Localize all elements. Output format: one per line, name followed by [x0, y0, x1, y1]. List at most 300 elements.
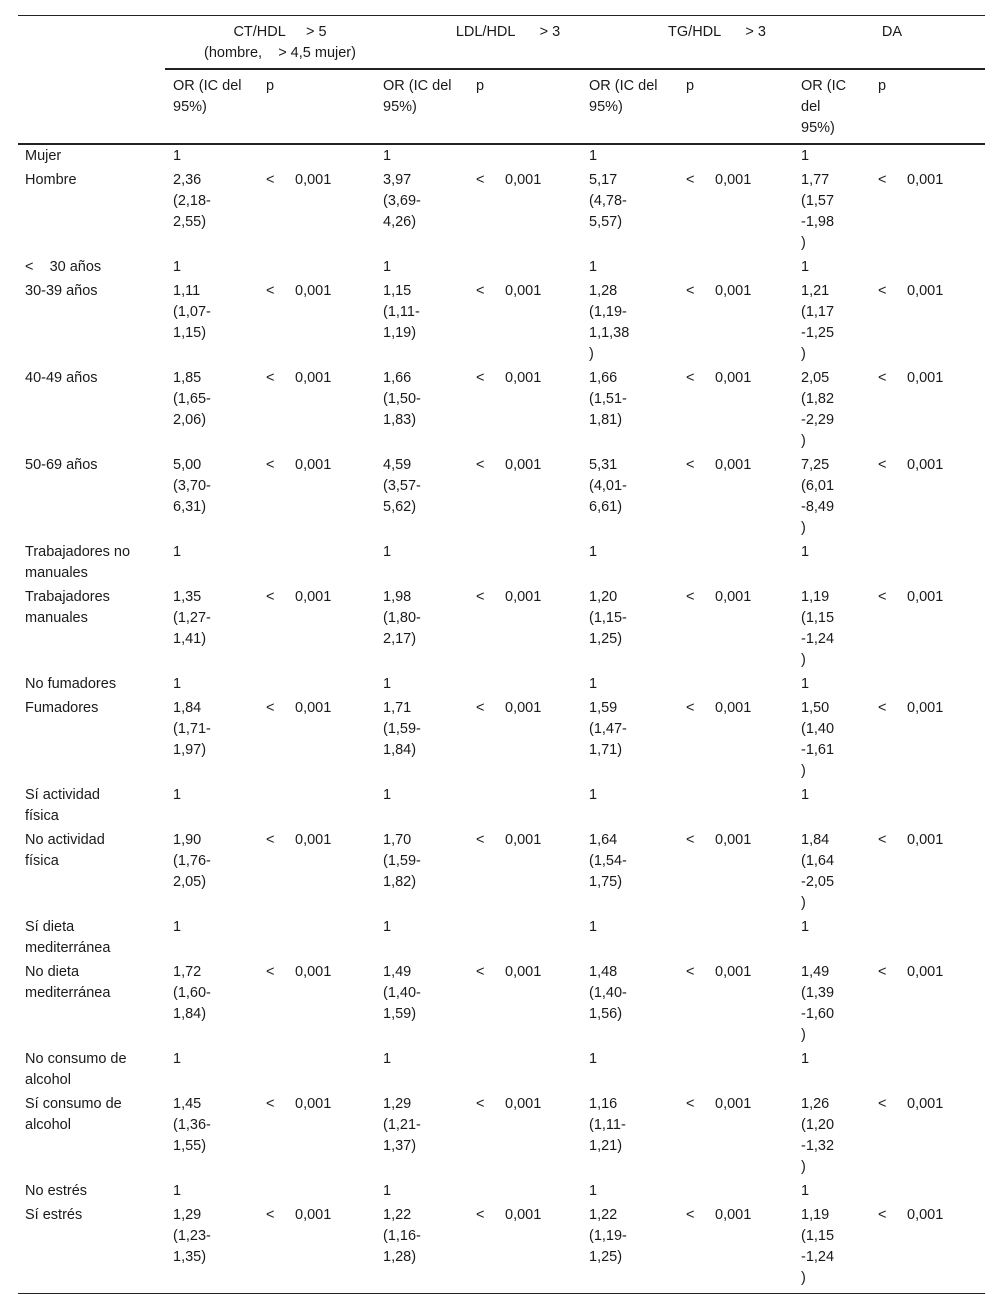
or-ci-cell: 1,16 (1,11-1,21) — [589, 1096, 626, 1154]
or-ci-cell: 2,36 (2,18-2,55) — [173, 172, 211, 230]
p-value — [476, 587, 541, 608]
p-value — [878, 1094, 943, 1115]
group-header-row — [18, 16, 985, 70]
p-value — [878, 1205, 943, 1226]
p-value — [686, 170, 751, 191]
p-value-number: 0,001 — [295, 1207, 332, 1223]
less-than-sign: < — [266, 457, 275, 473]
p-value-cell — [262, 541, 375, 586]
p-value-cell — [472, 1180, 581, 1204]
p-value-cell — [262, 144, 375, 169]
p-value — [878, 368, 943, 389]
p-value-cell — [472, 256, 581, 280]
p-value — [476, 455, 541, 476]
group-ct-hdl-line1a: CT/HDL — [233, 24, 286, 40]
p-value-cell — [472, 916, 581, 961]
or-ci-cell: 1,11 (1,07-1,15) — [173, 283, 211, 341]
subheader-or: OR (IC del 95%) — [581, 69, 682, 144]
table-row — [18, 1180, 985, 1204]
group-header-ct-hdl — [165, 16, 375, 70]
p-value-number: 0,001 — [715, 832, 752, 848]
group-da-line1a: DA — [881, 24, 903, 40]
less-than-sign: < — [878, 589, 887, 605]
less-than-sign: < — [686, 832, 695, 848]
row-label: Sí actividad física — [25, 787, 104, 824]
p-value-number: 0,001 — [907, 589, 944, 605]
or-ci-cell: 1 — [173, 1051, 182, 1067]
p-value-number: 0,001 — [295, 370, 332, 386]
table-row — [18, 144, 985, 169]
or-ci-cell: 1,45 (1,36-1,55) — [173, 1096, 211, 1154]
or-ci-cell: 1 — [589, 919, 598, 935]
p-value — [476, 698, 541, 719]
p-value-cell — [472, 1048, 581, 1093]
p-value-cell — [472, 1093, 581, 1180]
less-than-sign: < — [878, 1207, 887, 1223]
less-than-sign: < — [878, 700, 887, 716]
row-label: Fumadores — [25, 700, 99, 716]
p-value-cell — [682, 1093, 793, 1180]
row-label: 40-49 años — [25, 370, 98, 386]
or-ci-cell: 1,59 (1,47-1,71) — [589, 700, 627, 758]
p-value — [686, 1205, 751, 1226]
row-label: Hombre — [25, 172, 77, 188]
less-than-sign: < — [686, 700, 695, 716]
p-value-number: 0,001 — [907, 1096, 944, 1112]
p-value-cell — [262, 1180, 375, 1204]
p-value-cell — [472, 697, 581, 784]
less-than-sign: < — [476, 283, 485, 299]
less-than-sign: < — [266, 370, 275, 386]
less-than-sign: < — [476, 370, 485, 386]
p-value-number: 0,001 — [907, 370, 944, 386]
p-value-cell — [874, 961, 985, 1048]
table-row — [18, 961, 985, 1048]
p-value-cell — [682, 367, 793, 454]
p-value-number: 0,001 — [715, 283, 752, 299]
p-value-cell — [874, 829, 985, 916]
p-value-number: 0,001 — [715, 964, 752, 980]
or-ci-cell: 1 — [173, 676, 182, 692]
less-than-sign: < — [266, 1207, 275, 1223]
or-ci-cell: 1,22 (1,19-1,25) — [581, 1204, 682, 1294]
p-value — [878, 962, 943, 983]
p-value-cell — [262, 673, 375, 697]
or-ci-cell: 1,72 (1,60-1,84) — [173, 964, 211, 1022]
p-value-cell — [682, 1048, 793, 1093]
or-ci-cell: 1 — [589, 787, 598, 803]
less-than-sign: < — [266, 589, 275, 605]
table-row — [18, 454, 985, 541]
less-than-sign: < — [878, 457, 887, 473]
p-value-cell — [472, 586, 581, 673]
less-than-sign: < — [476, 1096, 485, 1112]
less-than-sign: < — [878, 172, 887, 188]
or-ci-cell: 1 — [589, 1051, 598, 1067]
less-than-sign: < — [476, 964, 485, 980]
less-than-sign: < — [686, 589, 695, 605]
or-ci-cell: 1,21 (1,17-1,25) — [801, 283, 835, 362]
or-ci-cell: 1 — [801, 787, 810, 803]
or-ci-cell: 1,15 (1,11-1,19) — [383, 283, 420, 341]
less-than-sign: < — [686, 1207, 695, 1223]
subheader-or: OR (IC del 95%) — [165, 69, 262, 144]
or-ci-cell: 1,49 (1,40-1,59) — [383, 964, 421, 1022]
p-value — [476, 1094, 541, 1115]
p-value-cell — [874, 144, 985, 169]
p-value — [266, 1094, 331, 1115]
group-tg-hdl-line1b: > 3 — [745, 24, 766, 40]
or-ci-cell: 1 — [173, 919, 182, 935]
row-label: 50-69 años — [25, 457, 98, 473]
less-than-sign: < — [476, 172, 485, 188]
table-row — [18, 784, 985, 829]
p-value — [476, 281, 541, 302]
or-ci-cell: 1 — [589, 148, 598, 164]
table-row — [18, 367, 985, 454]
subheader-p: p — [682, 69, 793, 144]
p-value-cell — [682, 454, 793, 541]
row-label: No fumadores — [25, 676, 117, 692]
or-ci-cell: 1 — [589, 1183, 598, 1199]
subheader-or: OR (IC del 95%) — [793, 69, 874, 144]
p-value-cell — [682, 697, 793, 784]
less-than-sign: < — [686, 283, 695, 299]
p-value-number: 0,001 — [505, 700, 542, 716]
p-value-number: 0,001 — [715, 1096, 752, 1112]
or-ci-cell: 1 — [801, 1183, 810, 1199]
p-value-cell — [262, 961, 375, 1048]
p-value-cell — [472, 169, 581, 256]
p-value-cell — [682, 144, 793, 169]
or-ci-cell: 1 — [383, 787, 392, 803]
p-value-number: 0,001 — [715, 172, 752, 188]
table-row — [18, 256, 985, 280]
p-value-number: 0,001 — [505, 1207, 542, 1223]
subheader-or: OR (IC del 95%) — [375, 69, 472, 144]
p-value-number: 0,001 — [907, 283, 944, 299]
group-ldl-hdl-line1b: > 3 — [539, 24, 561, 40]
or-ci-cell: 1,48 (1,40-1,56) — [589, 964, 627, 1022]
table-row — [18, 169, 985, 256]
p-value-cell — [262, 1048, 375, 1093]
p-value-cell — [874, 784, 985, 829]
p-value — [878, 587, 943, 608]
less-than-sign: < — [476, 1207, 485, 1223]
p-value — [476, 962, 541, 983]
row-label: Sí estrés — [18, 1204, 165, 1294]
p-value-number: 0,001 — [505, 172, 542, 188]
or-ci-cell: 1 — [801, 919, 810, 935]
or-ci-cell: 1,64 (1,54-1,75) — [589, 832, 627, 890]
subheader-p: p — [262, 69, 375, 144]
or-ci-cell: 1,26 (1,20-1,32) — [801, 1096, 835, 1175]
p-value-cell — [682, 256, 793, 280]
p-value — [266, 830, 331, 851]
less-than-sign: < — [686, 1096, 695, 1112]
or-ci-cell: 5,17 (4,78-5,57) — [589, 172, 627, 230]
p-value-number: 0,001 — [907, 700, 944, 716]
or-ci-cell: 1 — [801, 148, 810, 164]
p-value-number: 0,001 — [715, 457, 752, 473]
p-value-cell — [682, 673, 793, 697]
subheader-p: p — [874, 69, 985, 144]
less-than-sign: < — [476, 832, 485, 848]
p-value-cell — [472, 367, 581, 454]
p-value-number: 0,001 — [907, 457, 944, 473]
or-ci-cell: 1 — [801, 1051, 810, 1067]
less-than-sign: < — [476, 457, 485, 473]
p-value-cell — [682, 916, 793, 961]
p-value-cell — [472, 961, 581, 1048]
p-value — [878, 455, 943, 476]
p-value-cell — [874, 586, 985, 673]
p-value-number: 0,001 — [295, 589, 332, 605]
p-value — [266, 281, 331, 302]
table-row — [18, 1093, 985, 1180]
table-row — [18, 916, 985, 961]
p-value-cell — [262, 697, 375, 784]
p-value — [878, 830, 943, 851]
row-label: No estrés — [25, 1183, 88, 1199]
p-value-cell — [874, 1093, 985, 1180]
subheader-empty-cell — [18, 69, 165, 144]
p-value-cell — [262, 280, 375, 367]
p-value-cell — [472, 280, 581, 367]
p-value — [686, 587, 751, 608]
p-value-cell — [682, 1204, 793, 1294]
subheader-row — [18, 69, 985, 144]
or-ci-cell: 1 — [173, 544, 182, 560]
group-ct-hdl-line2b: > 4,5 mujer) — [278, 45, 356, 61]
p-value-number: 0,001 — [715, 700, 752, 716]
group-ct-hdl-line2a: (hombre, — [204, 45, 263, 61]
or-ci-cell: 1,22 (1,16-1,28) — [375, 1204, 472, 1294]
p-value-number: 0,001 — [295, 1096, 332, 1112]
or-ci-cell: 1,98 (1,80-2,17) — [383, 589, 421, 647]
less-than-sign: < — [266, 832, 275, 848]
p-value — [686, 698, 751, 719]
or-ci-cell: 1,71 (1,59-1,84) — [383, 700, 421, 758]
table-row — [18, 829, 985, 916]
less-than-sign: < — [266, 700, 275, 716]
row-label: Trabajadores no manuales — [25, 544, 135, 581]
p-value-number: 0,001 — [505, 1096, 542, 1112]
p-value — [266, 587, 331, 608]
less-than-sign: < — [686, 172, 695, 188]
p-value-cell — [682, 784, 793, 829]
p-value-cell — [874, 256, 985, 280]
p-value — [476, 368, 541, 389]
p-value-number: 0,001 — [505, 457, 542, 473]
row-label: No consumo de alcohol — [25, 1051, 131, 1088]
or-ci-cell: 1 — [801, 259, 810, 275]
or-ci-cell: 1,77 (1,57-1,98) — [801, 172, 835, 251]
p-value-cell — [874, 916, 985, 961]
less-than-sign: < — [686, 964, 695, 980]
p-value — [686, 368, 751, 389]
p-value — [266, 170, 331, 191]
p-value-cell — [262, 829, 375, 916]
less-than-sign: < — [878, 283, 887, 299]
less-than-sign: < — [266, 283, 275, 299]
subheader-p: p — [472, 69, 581, 144]
group-header-da — [793, 16, 985, 70]
p-value — [476, 1205, 541, 1226]
p-value-number: 0,001 — [295, 964, 332, 980]
p-value-number: 0,001 — [715, 370, 752, 386]
or-ci-cell: 1,20 (1,15-1,25) — [589, 589, 627, 647]
p-value — [476, 170, 541, 191]
table-row — [18, 697, 985, 784]
or-ci-cell: 1 — [589, 676, 598, 692]
p-value — [686, 830, 751, 851]
less-than-sign: < — [686, 370, 695, 386]
p-value-cell — [874, 697, 985, 784]
p-value-cell — [682, 541, 793, 586]
or-ci-cell: 1,19 (1,15-1,24) — [801, 589, 835, 668]
or-ci-cell: 1,84 (1,64-2,05) — [801, 832, 835, 911]
p-value — [686, 962, 751, 983]
or-ci-cell: 1,35 (1,27-1,41) — [173, 589, 211, 647]
or-ci-cell: 1,66 (1,50-1,83) — [383, 370, 421, 428]
less-than-sign: < — [686, 457, 695, 473]
header-empty-cell — [18, 16, 165, 70]
p-value-cell — [472, 673, 581, 697]
or-ci-cell: 1,29 (1,23-1,35) — [165, 1204, 262, 1294]
less-than-sign: < — [476, 589, 485, 605]
p-value-number: 0,001 — [907, 832, 944, 848]
or-ci-cell: 1 — [173, 787, 182, 803]
or-ci-cell: 1,29 (1,21-1,37) — [383, 1096, 421, 1154]
or-ci-cell: 1 — [173, 148, 182, 164]
group-ct-hdl-line1b: > 5 — [305, 24, 327, 40]
or-ci-cell: 1 — [383, 148, 392, 164]
p-value-cell — [682, 280, 793, 367]
or-ci-cell: 1,90 (1,76-2,05) — [173, 832, 211, 890]
or-ci-cell: 1 — [383, 676, 392, 692]
or-ci-cell: 1 — [589, 544, 598, 560]
or-ci-cell: 5,00 (3,70-6,31) — [173, 457, 211, 515]
p-value-cell — [472, 1204, 581, 1294]
row-label: < 30 años — [25, 259, 102, 275]
p-value — [686, 281, 751, 302]
p-value-number: 0,001 — [295, 172, 332, 188]
table-row — [18, 1048, 985, 1093]
group-tg-hdl-line1a: TG/HDL — [668, 24, 722, 40]
p-value-cell — [262, 367, 375, 454]
p-value — [266, 455, 331, 476]
p-value-cell — [874, 169, 985, 256]
or-ci-cell: 1,49 (1,39-1,60) — [801, 964, 835, 1043]
p-value-cell — [472, 454, 581, 541]
less-than-sign: < — [266, 1096, 275, 1112]
or-ci-cell: 1 — [383, 919, 392, 935]
p-value-cell — [874, 1204, 985, 1294]
p-value-number: 0,001 — [907, 964, 944, 980]
p-value-number: 0,001 — [505, 283, 542, 299]
or-ci-cell: 4,59 (3,57-5,62) — [383, 457, 421, 515]
row-label: Trabajadores manuales — [25, 589, 114, 626]
p-value-cell — [262, 256, 375, 280]
p-value — [686, 455, 751, 476]
less-than-sign: < — [878, 964, 887, 980]
or-ci-cell: 1,28 (1,19-1,1,38) — [589, 283, 630, 362]
p-value-cell — [262, 1204, 375, 1294]
p-value — [266, 698, 331, 719]
row-label: Mujer — [25, 148, 62, 164]
table-row — [18, 586, 985, 673]
less-than-sign: < — [476, 700, 485, 716]
or-ci-cell: 1 — [383, 1183, 392, 1199]
or-ci-cell: 5,31 (4,01-6,61) — [589, 457, 627, 515]
group-ldl-hdl-line1a: LDL/HDL — [455, 24, 516, 40]
p-value — [878, 170, 943, 191]
p-value-number: 0,001 — [295, 700, 332, 716]
or-ci-cell: 3,97 (3,69-4,26) — [383, 172, 421, 230]
row-label: Sí consumo de alcohol — [25, 1096, 126, 1133]
or-ci-cell: 7,25 (6,01-8,49) — [801, 457, 835, 536]
p-value — [476, 830, 541, 851]
p-value-number: 0,001 — [505, 964, 542, 980]
p-value-cell — [682, 961, 793, 1048]
odds-ratio-table-container — [18, 15, 985, 1294]
p-value-cell — [874, 1048, 985, 1093]
p-value-cell — [874, 367, 985, 454]
or-ci-cell: 1 — [383, 544, 392, 560]
p-value-cell — [874, 1180, 985, 1204]
table-row — [18, 280, 985, 367]
or-ci-cell: 1,50 (1,40-1,61) — [801, 700, 835, 779]
less-than-sign: < — [878, 370, 887, 386]
row-label: 30-39 años — [25, 283, 98, 299]
less-than-sign: < — [878, 832, 887, 848]
or-ci-cell: 1 — [589, 259, 598, 275]
p-value-cell — [472, 144, 581, 169]
p-value-number: 0,001 — [907, 172, 944, 188]
p-value-cell — [472, 784, 581, 829]
p-value-cell — [262, 169, 375, 256]
p-value-number: 0,001 — [505, 589, 542, 605]
p-value-cell — [682, 829, 793, 916]
or-ci-cell: 1,85 (1,65-2,06) — [173, 370, 211, 428]
p-value — [686, 1094, 751, 1115]
table-body — [18, 144, 985, 1294]
or-ci-cell: 1 — [173, 1183, 182, 1199]
p-value-cell — [874, 454, 985, 541]
or-ci-cell: 2,05 (1,82-2,29) — [801, 370, 835, 449]
row-label: No dieta mediterránea — [25, 964, 111, 1001]
or-ci-cell: 1,19 (1,15-1,24) — [793, 1204, 874, 1294]
less-than-sign: < — [266, 964, 275, 980]
p-value-number: 0,001 — [505, 370, 542, 386]
or-ci-cell: 1 — [801, 676, 810, 692]
p-value-cell — [262, 916, 375, 961]
p-value-number: 0,001 — [715, 589, 752, 605]
p-value-cell — [682, 169, 793, 256]
p-value-number: 0,001 — [295, 832, 332, 848]
p-value-cell — [874, 280, 985, 367]
row-label: Sí dieta mediterránea — [25, 919, 111, 956]
p-value-cell — [262, 454, 375, 541]
p-value — [266, 962, 331, 983]
p-value-number: 0,001 — [295, 457, 332, 473]
or-ci-cell: 1 — [383, 259, 392, 275]
or-ci-cell: 1 — [383, 1051, 392, 1067]
row-label: No actividad física — [25, 832, 109, 869]
less-than-sign: < — [878, 1096, 887, 1112]
p-value-cell — [874, 673, 985, 697]
